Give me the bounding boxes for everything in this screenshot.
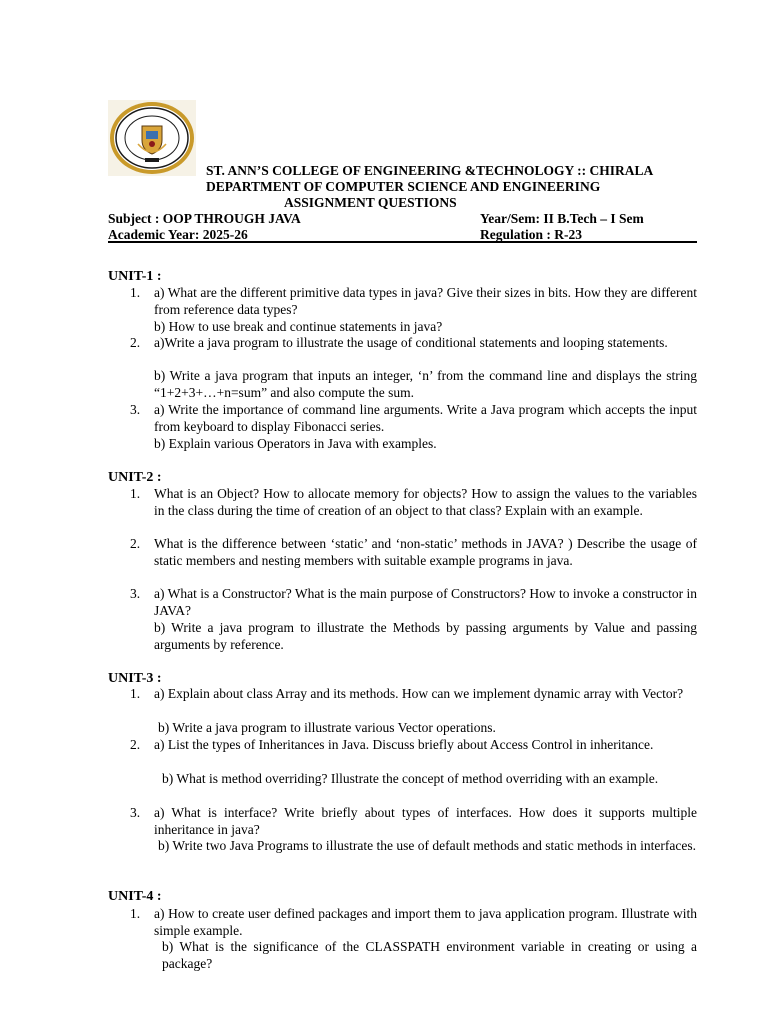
question-number: 1. [130, 486, 141, 501]
unit-2-question-3 [130, 586, 697, 620]
college-name: ST. ANN’S COLLEGE OF ENGINEERING &TECHNOLOGY :: CHIRALA [206, 163, 654, 178]
question-part-a: a) What is a Constructor? What is the main purpose of Constructors? How to invoke a constructor in JAVA? [154, 586, 697, 618]
question-part-a: a) What is interface? Write briefly about types of interfaces. How does it supports multiple inheritance in java? [154, 805, 697, 837]
header-divider [108, 241, 697, 243]
department-name: DEPARTMENT OF COMPUTER SCIENCE AND ENGINEERING [206, 179, 601, 194]
question-number: 2. [130, 536, 141, 551]
question-part-b: b) What is the significance of the CLASSPATH environment variable in creating or using a package? [162, 939, 697, 971]
academic-year: Academic Year: 2025-26 [108, 227, 248, 242]
unit-4-question-1 [130, 906, 697, 940]
question-number: 1. [130, 906, 141, 921]
question-part-b: b) Write a java program to illustrate various Vector operations. [158, 720, 496, 735]
subject: Subject : OOP THROUGH JAVA [108, 211, 301, 226]
unit-2-title: UNIT-2 : [108, 470, 162, 485]
question-part-a: a) List the types of Inheritances in Java. Discuss briefly about Access Control in inheritance. [154, 737, 654, 752]
question-number: 3. [130, 805, 141, 820]
unit-4-title: UNIT-4 : [108, 889, 162, 904]
question-number: 3. [130, 402, 141, 417]
question-number: 1. [130, 285, 141, 300]
question-number: 1. [130, 686, 141, 701]
unit-1-question-3 [130, 402, 697, 436]
question-part-b: b) Explain various Operators in Java with examples. [154, 436, 437, 451]
question-part-a: a)Write a java program to illustrate the usage of conditional statements and looping statements. [154, 335, 668, 350]
question-number: 3. [130, 586, 141, 601]
question-part-a: a) Write the importance of command line arguments. Write a Java program which accepts the input from keyboard to display Fibonacci series. [154, 402, 697, 434]
question-part-a: a) What are the different primitive data types in java? Give their sizes in bits. How they are different from reference data types? [154, 285, 697, 317]
question-part-b: b) Write a java program that inputs an integer, ‘n’ from the command line and displays the string “1+2+3+…+n=sum” and also compute the sum. [154, 368, 697, 400]
question-part-b: b) Write a java program to illustrate the Methods by passing arguments by Value and passing arguments by reference. [154, 620, 697, 652]
page-title: ASSIGNMENT QUESTIONS [284, 195, 457, 210]
year-sem: Year/Sem: II B.Tech – I Sem [480, 211, 644, 226]
unit-1-question-2 [130, 335, 697, 352]
question-number: 2. [130, 737, 141, 752]
unit-3-question-3 [130, 805, 697, 839]
question-part-a: a) Explain about class Array and its methods. How can we implement dynamic array with Vector? [154, 686, 684, 701]
unit-3-question-1 [130, 686, 697, 703]
question-part-b: b) Write two Java Programs to illustrate the use of default methods and static methods in interfaces. [158, 838, 696, 853]
question-part-a: a) How to create user defined packages and import them to java application program. Illustrate with simple example. [154, 906, 697, 938]
question-text: What is the difference between ‘static’ and ‘non-static’ methods in JAVA? ) Describe the usage of static members and nesting members with suitable example programs in java. [154, 536, 697, 568]
question-number: 2. [130, 335, 141, 350]
question-part-b: b) How to use break and continue statements in java? [154, 319, 443, 334]
unit-3-title: UNIT-3 : [108, 671, 162, 686]
unit-2-question-2 [130, 536, 697, 570]
unit-3-question-2 [130, 737, 697, 754]
college-seal-logo-icon [108, 100, 196, 176]
question-text: What is an Object? How to allocate memory for objects? How to assign the values to the variables in the class during the time of creation of an object to that class? Explain with an example. [154, 486, 697, 518]
unit-2-question-1 [130, 486, 697, 520]
unit-1-question-1 [130, 285, 697, 319]
question-part-b: b) What is method overriding? Illustrate the concept of method overriding with an example. [162, 771, 659, 786]
regulation: Regulation : R-23 [480, 227, 582, 242]
unit-1-title: UNIT-1 : [108, 269, 162, 284]
